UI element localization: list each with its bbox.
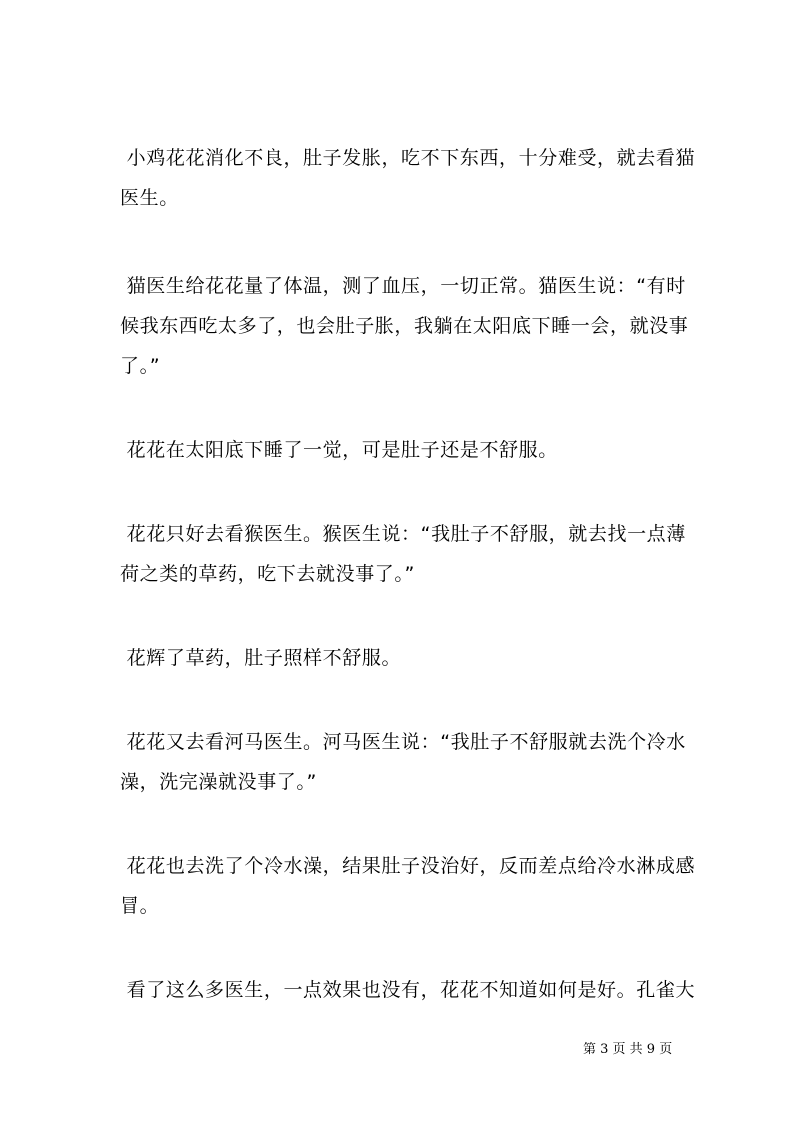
paragraph-2: [120, 266, 689, 386]
text-line: 花花又去看河马医生。河马医生说：“我肚子不舒服就去洗个冷水: [120, 731, 686, 753]
paragraph-3: [120, 430, 680, 470]
text-line: 小鸡花花消化不良，肚子发胀，吃不下东西，十分难受，就去看猫: [120, 147, 696, 169]
text-line: 医生。: [120, 187, 179, 209]
text-line: 猫医生给花花量了体温，测了血压，一切正常。猫医生说：“有时: [120, 275, 686, 297]
paragraph-7: [120, 846, 696, 926]
text-line: 冒。: [120, 895, 160, 917]
text-line: 花辉了草药，肚子照样不舒服。: [120, 647, 402, 669]
text-line: 花花也去洗了个冷水澡，结果肚子没治好，反而差点给冷水淋成感: [120, 855, 696, 877]
text-line: 花花在太阳底下睡了一觉，可是肚子还是不舒服。: [120, 439, 558, 461]
paragraph-5: [120, 638, 680, 678]
paragraph-8: [120, 970, 696, 1010]
text-line: 了。”: [120, 355, 161, 377]
paragraph-6: [120, 722, 686, 802]
text-line: 花花只好去看猴医生。猴医生说：“我肚子不舒服，就去找一点薄: [120, 523, 686, 545]
paragraph-4: [120, 514, 686, 594]
paragraph-1: [120, 138, 696, 218]
page-number-footer: 第 3 页 共 9 页: [583, 1042, 673, 1057]
text-line: 荷之类的草药，吃下去就没事了。”: [120, 563, 415, 585]
text-line: 候我东西吃太多了，也会肚子胀，我躺在太阳底下睡一会，就没事: [120, 315, 689, 337]
text-line: 澡，洗完澡就没事了。”: [120, 771, 317, 793]
text-line: 看了这么多医生，一点效果也没有，花花不知道如何是好。孔雀大: [120, 979, 696, 1001]
